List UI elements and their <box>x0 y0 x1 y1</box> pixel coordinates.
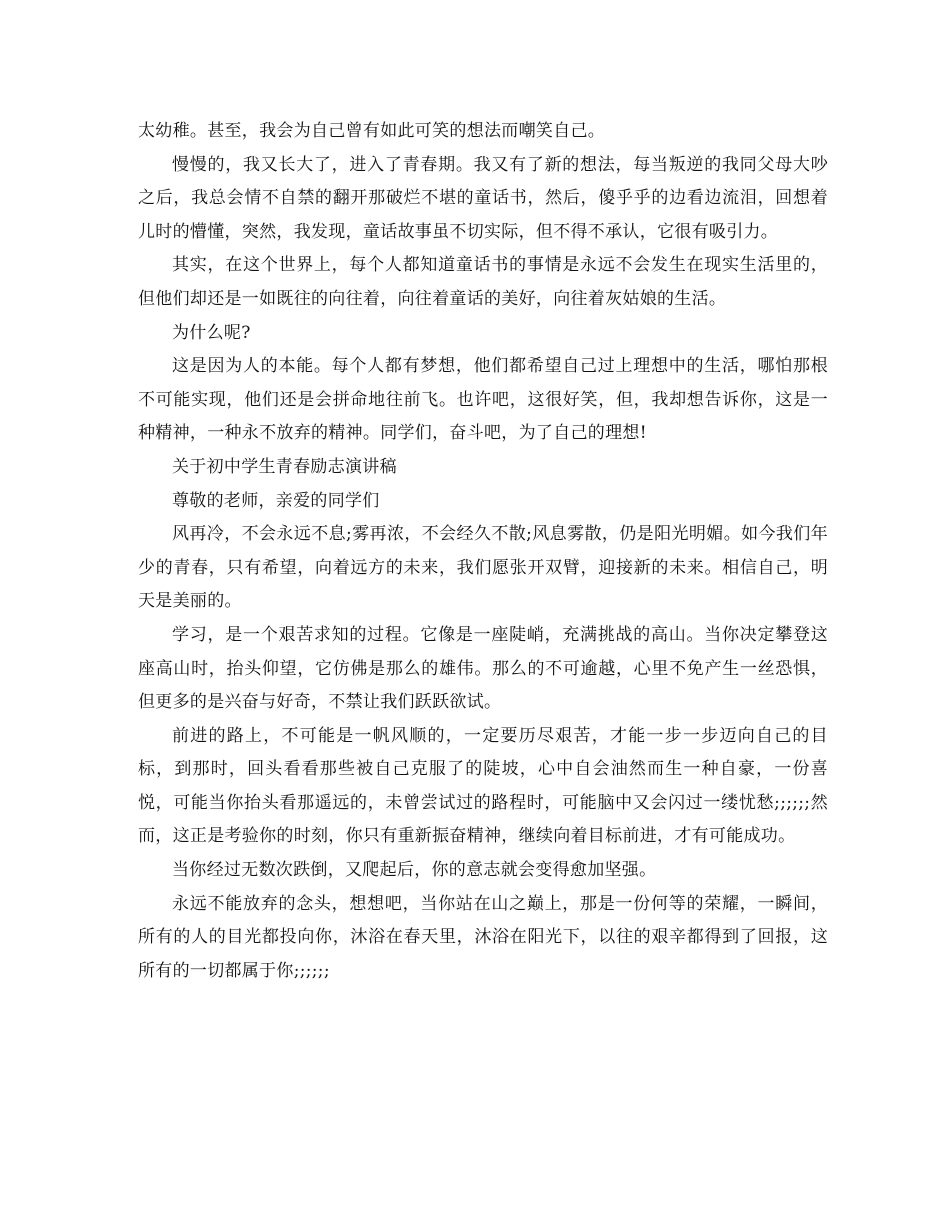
paragraph: 其实，在这个世界上，每个人都知道童话书的事情是永远不会发生在现实生活里的，但他们却还是一如既往的向往着，向往着童话的美好，向往着灰姑娘的生活。 <box>138 255 828 309</box>
paragraph: 前进的路上，不可能是一帆风顺的，一定要历尽艰苦，才能一步一步迈向自己的目标，到那时，回头看看那些被自己克服了的陡坡，心中自会油然而生一种自豪，一份喜悦，可能当你抬头看那遥远的，未曾尝试过的路程时，可能脑中又会闪过一缕忧愁;;;;;;然而，这正是考验你的时刻，你只有重新振奋精神，继续向着目标前进，才有可能成功。 <box>138 725 828 847</box>
paragraph: 永远不能放弃的念头，想想吧，当你站在山之巅上，那是一份何等的荣耀，一瞬间，所有的人的目光都投向你，沐浴在春天里，沐浴在阳光下，以往的艰辛都得到了回报，这所有的一切都属于你;;;;;; <box>138 893 828 981</box>
paragraph: 这是因为人的本能。每个人都有梦想，他们都希望自己过上理想中的生活，哪怕那根不可能实现，他们还是会拼命地往前飞。也许吧，这很好笑，但，我却想告诉你，这是一种精神，一种永不放弃的精神。同学们，奋斗吧，为了自己的理想! <box>138 356 828 444</box>
paragraph: 慢慢的，我又长大了，进入了青春期。我又有了新的想法，每当叛逆的我同父母大吵之后，我总会情不自禁的翻开那破烂不堪的童话书，然后，傻乎乎的边看边流泪，回想着儿时的懵懂，突然，我发现，童话故事虽不切实际，但不得不承认，它很有吸引力。 <box>138 154 828 242</box>
document-body <box>138 115 828 988</box>
speech-title: 关于初中学生青春励志演讲稿 <box>172 456 397 477</box>
paragraph: 风再冷，不会永远不息;雾再浓，不会经久不散;风息雾散，仍是阳光明媚。如今我们年少的青春，只有希望，向着远方的未来，我们愿张开双臂，迎接新的未来。相信自己，明天是美丽的。 <box>138 524 828 612</box>
paragraph: 学习，是一个艰苦求知的过程。它像是一座陡峭，充满挑战的高山。当你决定攀登这座高山时，抬头仰望，它仿佛是那么的雄伟。那么的不可逾越，心里不免产生一丝恐惧，但更多的是兴奋与好奇，不禁让我们跃跃欲试。 <box>138 624 828 713</box>
paragraph: 当你经过无数次跌倒，又爬起后，你的意志就会变得愈加坚强。 <box>172 860 657 881</box>
paragraph: 为什么呢? <box>172 322 251 343</box>
speech-salutation: 尊敬的老师，亲爱的同学们 <box>172 490 380 511</box>
paragraph: 太幼稚。甚至，我会为自己曾有如此可笑的想法而嘲笑自己。 <box>138 121 606 141</box>
